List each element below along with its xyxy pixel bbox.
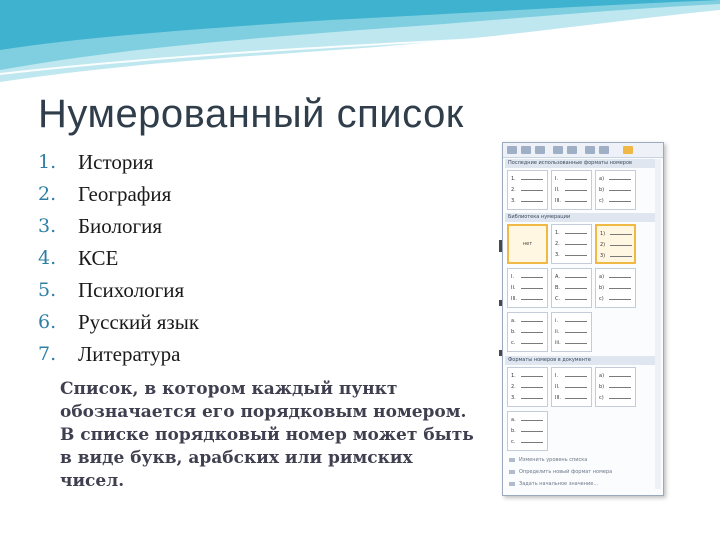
list-item-label: Психология [78,277,185,302]
list-item [38,146,199,178]
list-number: 3. [38,215,57,237]
list-number: 7. [38,343,57,365]
section-header-document: Форматы номеров в документе [505,356,661,365]
numbering-dropdown-icon[interactable] [623,146,633,154]
list-number: 2. [38,183,57,205]
list-item-label: География [78,181,172,206]
ribbon-toolbar [503,143,663,158]
numbering-tile-roman[interactable]: I. II. III. [551,367,592,407]
list-item-label: История [78,149,154,174]
increase-indent-icon[interactable] [567,146,577,154]
numbering-tile-lower-paren[interactable]: a) b) c) [595,268,636,308]
list-item [38,242,199,274]
numbering-tile-upper[interactable]: A. B. C. [551,268,592,308]
numbering-tile-roman-lower[interactable]: i. ii. iii. [551,312,592,352]
section-header-library: Библиотека нумерации [505,213,661,222]
numbering-tile-arabic[interactable]: 1. 2. 3. [551,224,592,264]
numbering-tile-none[interactable]: нет [507,224,548,264]
set-value-icon [509,482,515,486]
header-wave-banner [0,0,720,90]
numbered-list [38,146,199,370]
numbering-icon[interactable] [521,146,531,154]
list-item-label: Русский язык [78,309,200,334]
numbering-tile-roman[interactable]: I. II. III. [551,170,592,210]
list-number: 4. [38,247,57,269]
define-format-icon [509,470,515,474]
multilevel-icon[interactable] [535,146,545,154]
sort-icon[interactable] [585,146,595,154]
numbering-gallery [502,142,664,496]
numbering-tile-lower[interactable]: a. b. c. [507,312,548,352]
list-item [38,210,199,242]
numbering-tile-arabic[interactable]: 1. 2. 3. [507,170,548,210]
list-item [38,338,199,370]
list-number: 6. [38,311,57,333]
numbering-tile-lower[interactable]: a. b. c. [507,411,548,451]
list-item-label: КСЕ [78,245,119,270]
list-number: 5. [38,279,57,301]
menu-item-set-value[interactable]: Задать начальное значение... [505,479,661,489]
list-item-label: Биология [78,213,163,238]
list-item [38,178,199,210]
decrease-indent-icon[interactable] [553,146,563,154]
list-item [38,274,199,306]
numbering-tile-roman[interactable]: I. II. III. [507,268,548,308]
list-item [38,306,199,338]
section-header-recent: Последние использованные форматы номеров [505,159,661,168]
list-level-icon [509,458,515,462]
paragraph-mark-icon[interactable] [599,146,609,154]
numbering-tile-lower-paren[interactable]: a) b) c) [595,367,636,407]
numbering-tile-paren[interactable]: 1) 2) 3) [595,224,636,264]
list-number: 1. [38,151,57,173]
list-item-label: Литература [78,341,181,366]
description-text: Список, в котором каждый пункт обозначается его порядковым номером. В списке порядковый номер может быть в виде букв, арабских или римских чисел. [60,379,474,491]
menu-item-define-new[interactable]: Определить новый формат номера [505,467,661,477]
numbering-tile-lower-paren[interactable]: a) b) c) [595,170,636,210]
slide-title: Нумерованный список [38,92,464,136]
gallery-scrollbar[interactable] [655,159,661,489]
bullets-icon[interactable] [507,146,517,154]
numbering-tile-arabic[interactable]: 1. 2. 3. [507,367,548,407]
menu-item-change-level[interactable]: Изменить уровень списка [505,455,661,465]
